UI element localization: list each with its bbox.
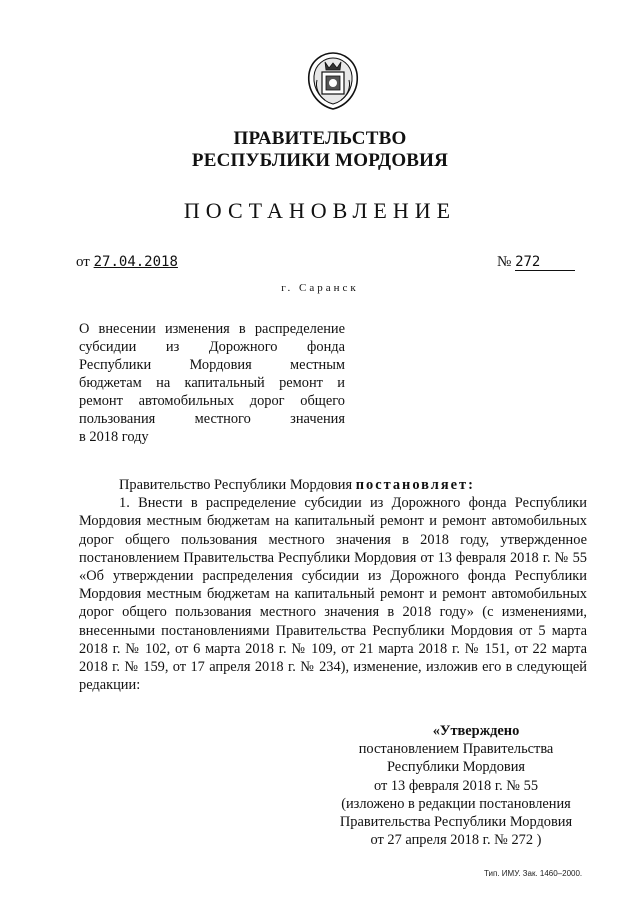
document-type: ПОСТАНОВЛЕНИЕ [183,198,457,223]
approval-title: «Утверждено [432,723,520,739]
approval-line: (изложено в редакции постановления [341,795,571,812]
coat-of-arms-icon [303,50,363,112]
subject-line: в 2018 году [79,429,149,445]
date-value: 27.04.2018 [93,254,178,270]
government-title [0,128,640,172]
document-number [497,254,597,271]
document-subject [79,320,345,446]
intro-text: Правительство Республики Мордовия [119,477,353,493]
approval-line: от 27 апреля 2018 г. № 272 ) [370,832,542,849]
subject-line: Республики Мордовия местным [79,357,345,373]
document-date [76,254,178,271]
number-prefix: № [497,254,512,270]
government-line-1: ПРАВИТЕЛЬСТВО [233,128,407,149]
subject-line: пользования местного значения [79,411,345,427]
document-city: г. Саранск [281,282,359,294]
approval-line: постановлением Правительства [358,741,554,758]
government-line-2: РЕСПУБЛИКИ МОРДОВИЯ [191,150,449,171]
subject-line: ремонт автомобильных дорог общего [79,393,345,409]
approval-line: Республики Мордовия [386,759,526,776]
intro-paragraph [79,476,587,494]
subject-line: субсидии из Дорожного фонда [79,339,345,355]
paragraph-1: 1. Внести в распределение субсидии из Дорожного фонда Республики Мордовия местным бюджетам на капитальный ремонт и ремонт автомобильных дорог общего пользования местного значения в 2018 году, утвержденное постановлением Правительства Республики Мордовия от 13 февраля 2018 г. № 55 «Об утверждении распределения субсидии из Дорожного фонда Республики Мордовия местным бюджетам на капитальный ремонт и ремонт автомобильных дорог общего пользования местного значения в 2018 году» (с изменениями, внесенными постановлениями Правительства Республики Мордовия от 5 марта 2018 г. № 102, от 6 марта 2018 г. № 109, от 21 марта 2018 г. № 151, от 22 марта 2018 г. № 159, от 17 апреля 2018 г. № 234), изменение, изложив его в следующей редакции: [79,495,587,694]
approval-block [326,722,586,849]
date-prefix: от [76,254,90,270]
subject-line: О внесении изменения в распределение [79,321,345,337]
intro-verb: постановляет: [355,477,475,493]
approval-line: от 13 февраля 2018 г. № 55 [373,777,539,794]
number-value: 272 [515,255,575,271]
document-body [79,476,587,694]
approval-line: Правительства Республики Мордовия [339,814,573,831]
subject-line: бюджетам на капитальный ремонт и [79,375,345,391]
print-info: Тип. ИМУ. Зак. 1460–2000. [484,869,583,878]
